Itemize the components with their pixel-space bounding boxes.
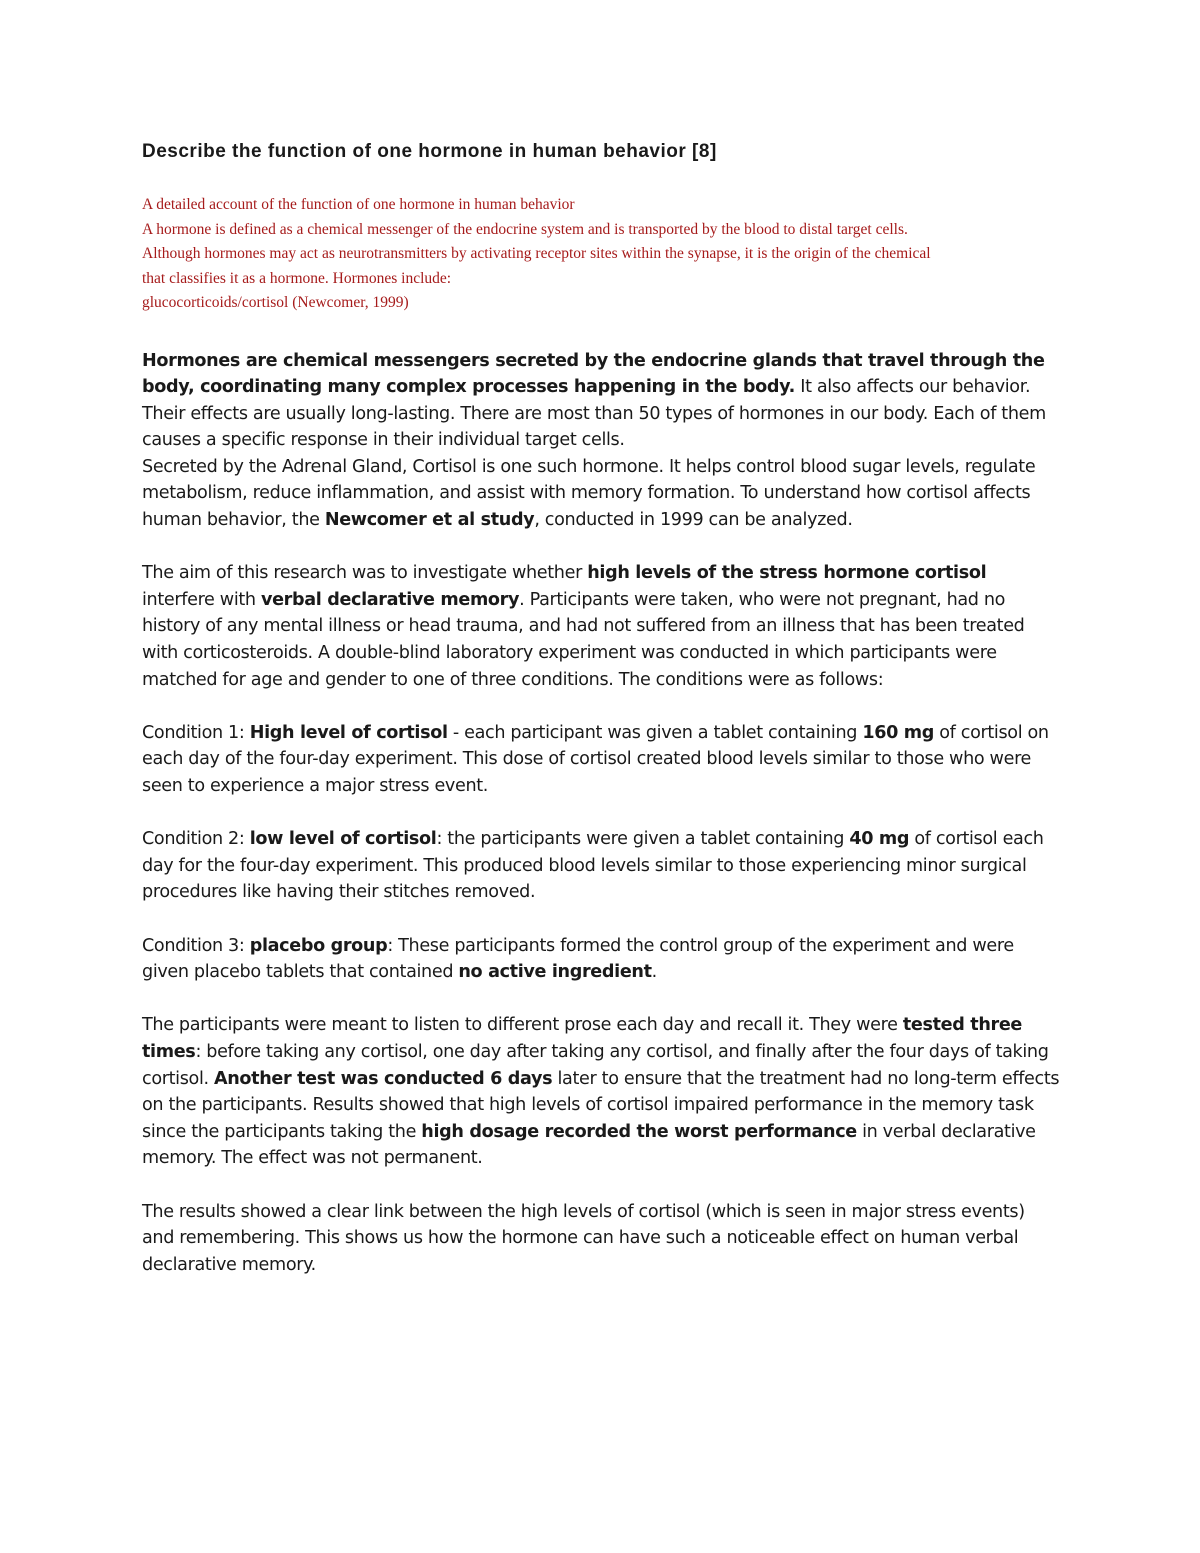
rubric-block (142, 193, 1062, 316)
body-text: . (651, 962, 657, 983)
body-text: later to ensure that the treatment had no long-term effects on the participants. Results showed that high levels of cortisol impaired performance in the memory task since the participants taking the (142, 1068, 1060, 1142)
body-text: : These participants formed the control group of the experiment and were given placebo tablets that contained (142, 935, 1014, 983)
body-text: Condition 2: (142, 829, 250, 850)
body-text: of cortisol each day for the four-day experiment. This produced blood levels similar to those experiencing minor surgical procedures like having their stitches removed. (142, 829, 1044, 903)
rubric-line: that classifies it as a hormone. Hormones include: (142, 269, 452, 287)
paragraph-cortisol-intro (142, 454, 1062, 534)
rubric-line: A hormone is defined as a chemical messenger of the endocrine system and is transported by the blood to distal target cells. (142, 220, 908, 238)
paragraph-hormone-definition (142, 348, 1062, 454)
body-text: The participants were meant to listen to different prose each day and recall it. They were (142, 1015, 903, 1036)
bold-text: low level of cortisol (249, 829, 437, 850)
body-text: Secreted by the Adrenal Gland, Cortisol is one such hormone. It helps control blood sugar levels, regulate metabolism, reduce inflammation, and assist with memory formation. To understand how cortisol affects human behavior, the (142, 456, 1036, 531)
paragraph-procedure-results (142, 1012, 1062, 1172)
bold-text: 40 mg (849, 829, 910, 850)
body-text: : before taking any cortisol, one day after taking any cortisol, and finally after the four days of taking cortisol. (142, 1041, 1049, 1089)
paragraph-conclusion (142, 1199, 1062, 1279)
rubric-line: Although hormones may act as neurotransmitters by activating receptor sites within the synapse, it is the origin of the chemical (142, 245, 931, 262)
bold-text: high levels of the stress hormone cortisol (587, 563, 987, 584)
bold-text: Hormones are chemical messengers secreted by the endocrine glands that travel through the body, coordinating many complex processes happening in the body. (142, 350, 1045, 398)
body-text: , conducted in 1999 can be analyzed. (534, 510, 853, 531)
bold-text: placebo group (249, 935, 388, 956)
document-page (142, 141, 1062, 1305)
rubric-line: A detailed account of the function of one hormone in human behavior (142, 196, 575, 213)
body-text: interfere with (142, 589, 261, 610)
body-text: It also affects our behavior. Their effects are usually long-lasting. There are most than 50 types of hormones in our body. Each of them causes a specific response in their individual target cells. (142, 377, 1046, 451)
bold-text: 160 mg (862, 722, 935, 743)
paragraph-condition-1 (142, 720, 1062, 800)
bold-text: tested three times (142, 1015, 1022, 1062)
body-text: . Participants were taken, who were not pregnant, had no history of any mental illness or head trauma, and had not suffered from an illness that has been treated with corticosteroids. A double-blind laboratory experiment was conducted in which participants were matched for age and gender to one of three conditions. The conditions were as follows: (142, 589, 1025, 690)
bold-text: High level of cortisol (249, 722, 448, 743)
body-text: in verbal declarative memory. The effect was not permanent. (142, 1121, 1036, 1169)
body-text: Condition 1: (142, 722, 250, 743)
body-text: The aim of this research was to investigate whether (142, 563, 588, 584)
paragraph-aim (142, 560, 1062, 693)
bold-text: Another test was conducted 6 days (213, 1068, 553, 1089)
body-text: - each participant was given a tablet containing (447, 722, 863, 743)
bold-text: Newcomer et al study (324, 510, 535, 531)
body-text: Condition 3: (142, 935, 250, 956)
document-title: Describe the function of one hormone in human behavior [8] (142, 141, 717, 162)
body-text: : the participants were given a tablet containing (436, 829, 850, 850)
paragraph-condition-3 (142, 933, 1062, 986)
paragraph-condition-2 (142, 826, 1062, 906)
bold-text: no active ingredient (458, 962, 652, 983)
bold-text: verbal declarative memory (260, 589, 520, 610)
body-text: of cortisol on each day of the four-day experiment. This dose of cortisol created blood levels similar to those who were seen to experience a major stress event. (142, 722, 1049, 796)
body-text: The results showed a clear link between the high levels of cortisol (which is seen in major stress events) and remembering. This shows us how the hormone can have such a noticeable effect on human verbal declarative memory. (142, 1201, 1025, 1275)
bold-text: high dosage recorded the worst performance (421, 1121, 857, 1142)
rubric-line: glucocorticoids/cortisol (Newcomer, 1999) (142, 294, 409, 311)
